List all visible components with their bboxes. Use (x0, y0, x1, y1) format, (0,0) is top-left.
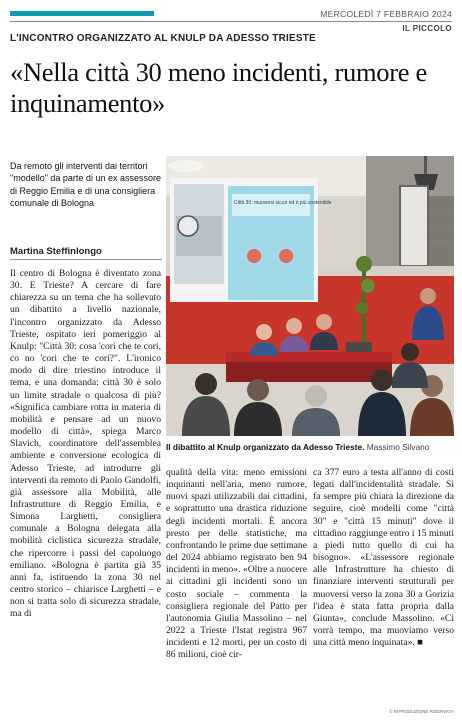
article-byline: Martina Steffinlongo (10, 246, 162, 260)
body-column-2: qualità della vita: meno emissioni inquinanti nell'aria, meno rumore, nuovi spazi utilizzabili dai cittadini, e soprattutto una drastica riduzione degli incidenti mortali. È ancora presto per delle statistiche, ma confrontando le prime due settimane del 2024 abbiamo registrato ben 94 incidenti in meno». «Oltre a nuocere ai cittadini gli incidenti sono un costo sociale – commenta la consigliera regionale del Patto per l'autonomia Giulia Massolino – nel 2022 a Trieste l'Istat registra 967 incidenti e 12 morti, per un costo di 86 milioni, cioè cir- (166, 467, 307, 661)
body-column-1: Il centro di Bologna è diventato zona 30. E Trieste? A cercare di fare chiarezza su un tema che ha sollevato un dibattito a livello nazionale, l'incontro organizzato da Adesso Trieste, ospitato ieri pomeriggio al Knulp: "Città 30: cosa 'cori che te cori, co no 'cori che te cori?". L'ironico modo di dire triestino introduce il tema, e una domanda: città 30 è solo un limite stradale o qualcosa di più? «Significa cambiare rotta in materia di mobilità e pensare ad un nuovo modello di città», spiega Marco Slavich, coordinatore dell'assemblea ambiente e conversione ecologica di Adesso Trieste, ad introdurre gli interventi da remoto di Paolo Gandolfi, già assessore alla Mobilità, alle Infrastrutture di Reggio Emilia, e Simona Larghetti, consigliera comunale a Bologna delegata alla mobilità ciclistica sicurezza stradale, che ripercorre i passi del capoluogo emiliano. «Bologna è partita già 35 anni fa, istituendo la zona 30 nel centro storico – chiarisce Larghetti – e non si tratta solo di sicurezza stradale, ma di (10, 268, 161, 620)
newspaper-name: IL PICCOLO (402, 24, 452, 33)
section-accent-bar (10, 11, 154, 16)
body-column-3: ca 377 euro a testa all'anno di costi legati dall'incidentalità stradale. Si fa sempre più chiara la direzione da seguire, cioè modelli come "città 30" e "città 15 minuti" dove il cittadino raggiunge entro i 15 minuti a piedi tutto quello di cui ha bisogno». «L'assessore regionale alle Infrastrutture ha chiesto di finanziare interventi strutturali per muoversi verso la zona 30 a Gorizia l'idea è stata fatta propria dalla Giunta», conclude Massolino. «Ci vorrà tempo, ma muoviamo verso una città meno inquinata». ■ (313, 467, 454, 649)
caption-text: Il dibattito al Knulp organizzato da Adesso Trieste. (166, 442, 365, 452)
issue-date: MERCOLEDÌ 7 FEBBRAIO 2024 (320, 9, 452, 19)
article-photo (166, 156, 454, 436)
copyright-notice: © RIPRODUZIONE RISERVATA (389, 709, 454, 714)
article-subheadline: Da remoto gli interventi dai territori "modello" da parte di un ex assessore di Reggio Emilia e di una consigliera comunale di Bologna (10, 161, 161, 208)
header-rule (10, 21, 452, 22)
article-headline: «Nella città 30 meno incidenti, rumore e inquinamento» (10, 57, 428, 118)
photo-caption (166, 442, 454, 452)
screen-slide-text: Città 30: muoversi sicuri ed è più sostenibile (234, 200, 332, 206)
photo-credit: Massimo Silvano (366, 442, 430, 452)
event-photo-illustration (166, 156, 454, 436)
article-kicker: L'INCONTRO ORGANIZZATO AL KNULP DA ADESSO TRIESTE (10, 33, 316, 44)
